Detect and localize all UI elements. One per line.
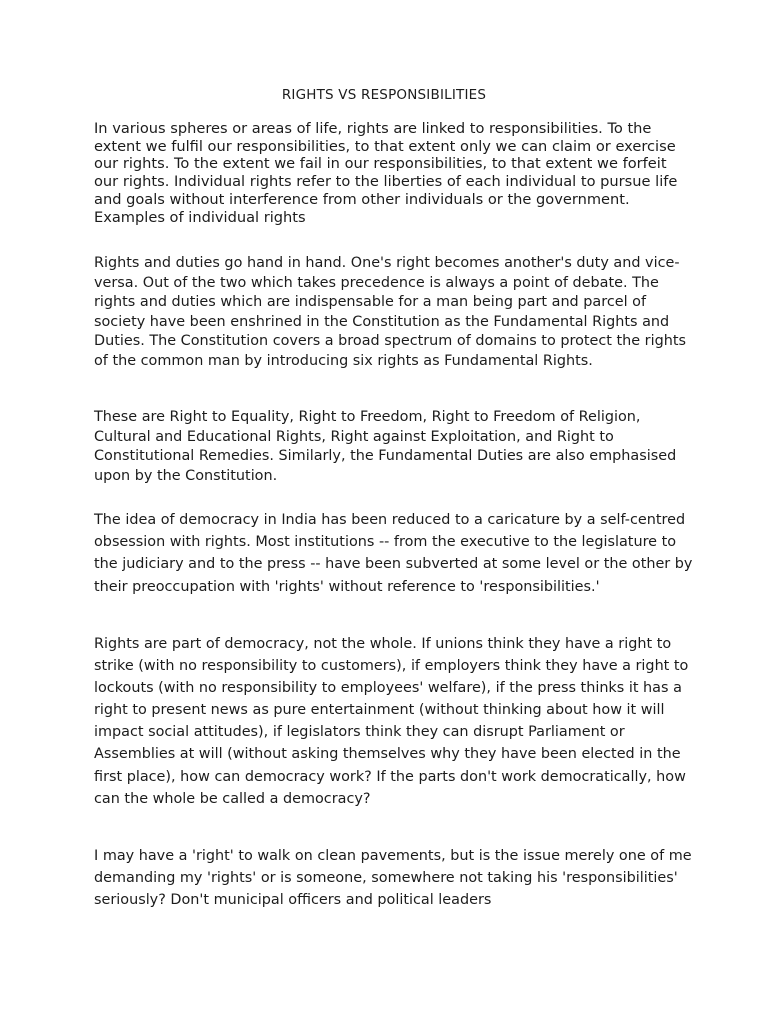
paragraph-fundamental-rights: These are Right to Equality, Right to Freedom, Right to Freedom of Religion, Cultural and Educational Rights, Right against Exploitation, and Right to Constitutional Remedies. Similarly, the Fundamental Duties are also emphasised upon by the Constitution. bbox=[94, 409, 677, 484]
paragraph-clean-pavements: I may have a 'right' to walk on clean pavements, but is the issue merely one of me demanding my 'rights' or is someone, somewhere not taking his 'responsibilities' seriously? Don't municipal officers and political leaders bbox=[94, 848, 692, 909]
paragraph-rights-duties: Rights and duties go hand in hand. One's right becomes another's duty and vice-versa. Out of the two which takes precedence is always a point of debate. The rights and duties which are indispensable for a man being part and parcel of society have been enshrined in the Constitution as the Fundamental Rights and Duties. The Constitution covers a broad spectrum of domains to protect the rights of the common man by introducing six rights as Fundamental Rights. bbox=[94, 255, 686, 369]
paragraph-democracy-caricature: The idea of democracy in India has been reduced to a caricature by a self-centred obsession with rights. Most institutions -- from the executive to the legislature to the judiciary and to the press -- have been subverted at some level or the other by their preoccupation with 'rights' without reference to 'responsibilities.' bbox=[94, 512, 693, 595]
paragraph-intro: In various spheres or areas of life, rights are linked to responsibilities. To the extent we fulfil our responsibilities, to that extent only we can claim or exercise our rights. To the extent we fail in our responsibilities, to that extent we forfeit our rights. Individual rights refer to the liberties of each individual to pursue life and goals without interference from other individuals or the government. Examples of individual rights bbox=[94, 120, 678, 226]
document-title: RIGHTS VS RESPONSIBILITIES bbox=[281, 87, 487, 103]
paragraph-rights-part-of-democracy: Rights are part of democracy, not the whole. If unions think they have a right to strike (with no responsibility to customers), if employers think they have a right to lockouts (with no responsibility to employees' welfare), if the press thinks it has a right to present news as pure entertainment (without thinking about how it will impact social attitudes), if legislators think they can disrupt Parliament or Assemblies at will (without asking themselves why they have been elected in the first place), how can democracy work? If the parts don't work democratically, how can the whole be called a democracy? bbox=[94, 636, 689, 807]
